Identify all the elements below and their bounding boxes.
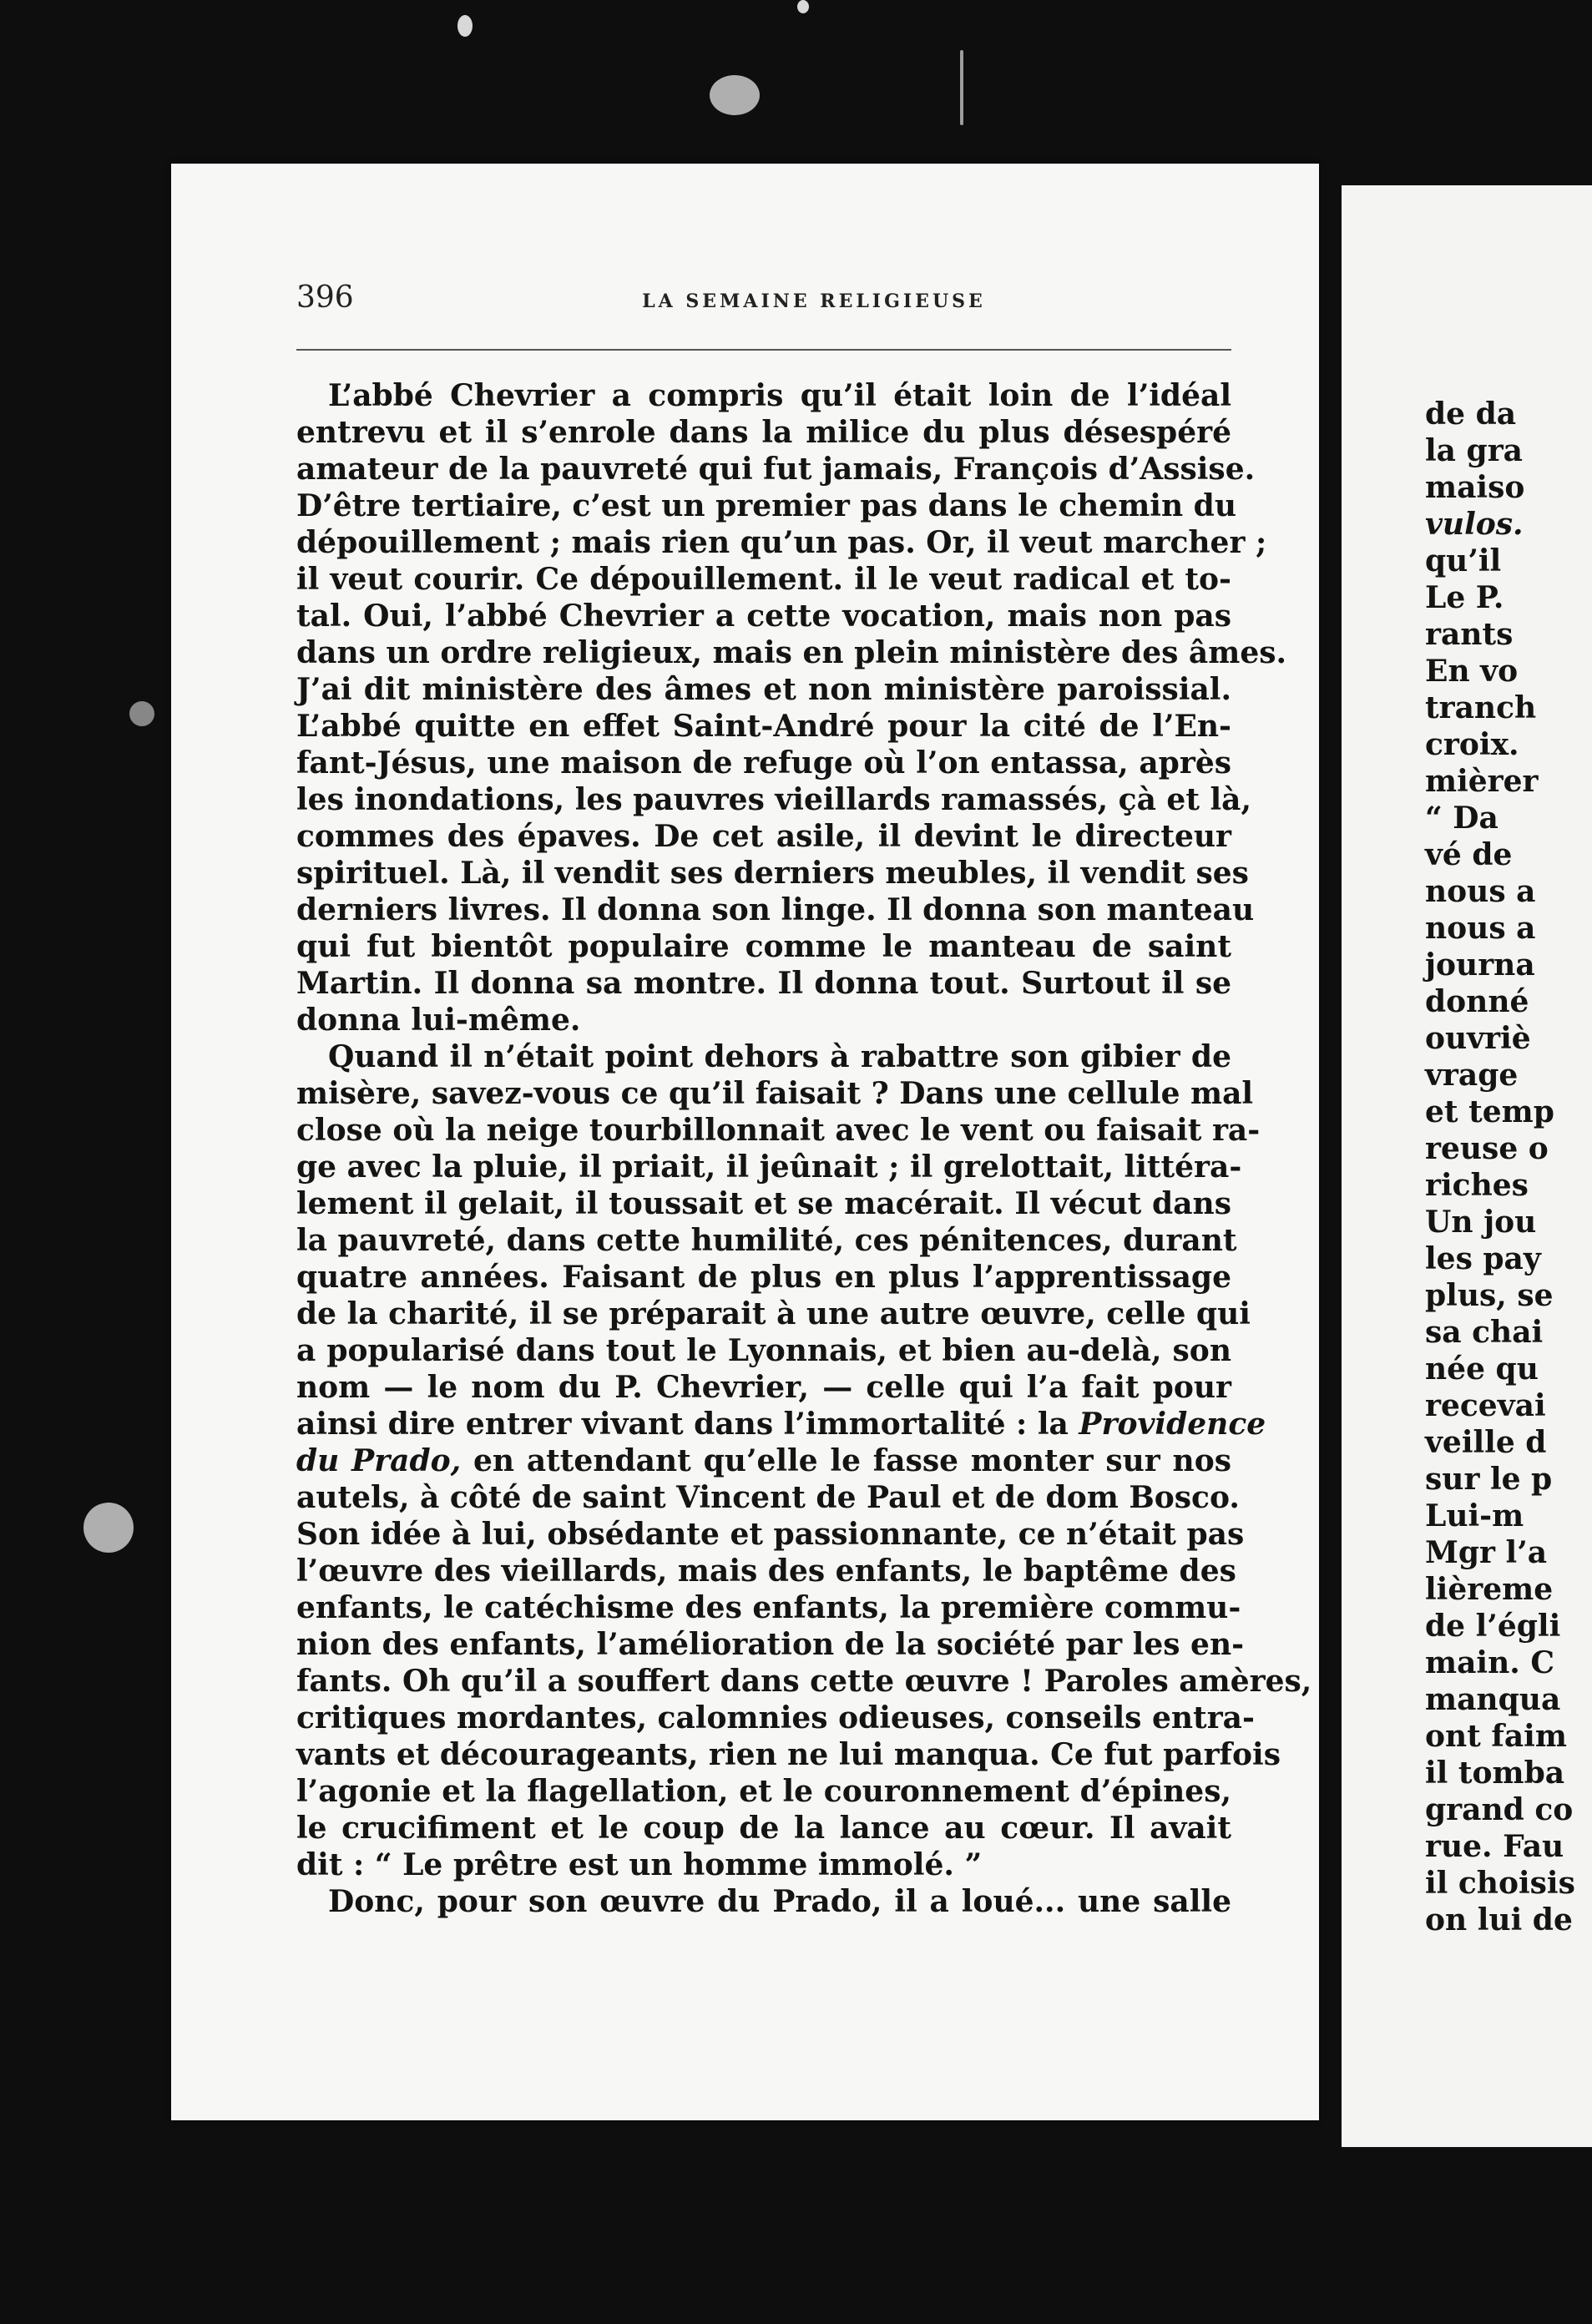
facing-text-line: riches bbox=[1425, 1168, 1529, 1203]
facing-text-line: Le P. bbox=[1425, 580, 1504, 615]
facing-text-line: vé de bbox=[1425, 837, 1513, 872]
text-line: Quand il n’était point dehors à rabattre son gibier de bbox=[328, 1039, 1231, 1074]
facing-text-line: journa bbox=[1425, 947, 1535, 983]
facing-text-line: manqua bbox=[1425, 1682, 1561, 1717]
text-line: Martin. Il donna sa montre. Il donna tout. Surtout il se bbox=[296, 966, 1231, 1001]
text-line: le crucifiment et le coup de la lance au cœur. Il avait bbox=[296, 1811, 1231, 1846]
facing-text-line: ouvriè bbox=[1425, 1021, 1531, 1056]
facing-text-line: ont faim bbox=[1425, 1719, 1567, 1754]
text-line: quatre années. Faisant de plus en plus l’apprentissage bbox=[296, 1260, 1231, 1295]
facing-text-line: de da bbox=[1425, 397, 1517, 432]
text-line: ge avec la pluie, il priait, il jeûnait ; il grelottait, littéra- bbox=[296, 1149, 1242, 1185]
scan-speck bbox=[797, 0, 809, 13]
facing-text-line: grand co bbox=[1425, 1792, 1574, 1827]
text-line: dépouillement ; mais rien qu’un pas. Or, il veut marcher ; bbox=[296, 525, 1267, 560]
facing-text-line: donné bbox=[1425, 984, 1529, 1019]
facing-text-line: vrage bbox=[1425, 1058, 1519, 1093]
facing-text-line: mièrer bbox=[1425, 764, 1539, 799]
facing-text-line: nous a bbox=[1425, 874, 1536, 909]
book-page bbox=[171, 164, 1319, 2120]
facing-text-line: sur le p bbox=[1425, 1462, 1553, 1497]
header-rule bbox=[296, 349, 1231, 351]
text-line: l’agonie et la flagellation, et le couronnement d’épines, bbox=[296, 1774, 1231, 1809]
text-line: a popularisé dans tout le Lyonnais, et bien au-delà, son bbox=[296, 1333, 1231, 1368]
facing-text-line: rants bbox=[1425, 617, 1514, 652]
text-line: critiques mordantes, calomnies odieuses, conseils entra- bbox=[296, 1700, 1255, 1735]
facing-text-line: recevai bbox=[1425, 1388, 1546, 1423]
text-line: vants et décourageants, rien ne lui manqua. Ce fut parfois bbox=[296, 1737, 1281, 1772]
text-line: les inondations, les pauvres vieillards ramassés, çà et là, bbox=[296, 782, 1252, 817]
scan-speck bbox=[710, 75, 760, 115]
text-line: du Prado, en attendant qu’elle le fasse monter sur nos bbox=[296, 1443, 1231, 1478]
facing-text-line: Un jou bbox=[1425, 1205, 1537, 1240]
text-line: l’œuvre des vieillards, mais des enfants, le baptême des bbox=[296, 1554, 1236, 1589]
scan-speck bbox=[83, 1503, 134, 1553]
text-line: misère, savez-vous ce qu’il faisait ? Dans une cellule mal bbox=[296, 1076, 1254, 1111]
facing-text-line: nous a bbox=[1425, 911, 1536, 946]
italic-text: Providence bbox=[1079, 1407, 1266, 1442]
text-line: spirituel. Là, il vendit ses derniers meubles, il vendit ses bbox=[296, 856, 1249, 891]
text-line: amateur de la pauvreté qui fut jamais, François d’Assise. bbox=[296, 452, 1256, 487]
facing-text-line: sa chai bbox=[1425, 1315, 1544, 1350]
facing-text-line: il tomba bbox=[1425, 1756, 1565, 1791]
facing-text-line: plus, se bbox=[1425, 1278, 1554, 1313]
facing-text-line: reuse o bbox=[1425, 1131, 1549, 1166]
text-line: il veut courir. Ce dépouillement. il le veut radical et to- bbox=[296, 562, 1231, 597]
facing-text-line: Lui-m bbox=[1425, 1498, 1524, 1533]
text-line: la pauvreté, dans cette humilité, ces pénitences, durant bbox=[296, 1223, 1237, 1258]
facing-text-line: on lui de bbox=[1425, 1902, 1573, 1938]
text-line: L’abbé Chevrier a compris qu’il était loin de l’idéal bbox=[328, 378, 1231, 413]
text-line: entrevu et il s’enrole dans la milice du plus désespéré bbox=[296, 415, 1231, 450]
text-line: dans un ordre religieux, mais en plein ministère des âmes. bbox=[296, 635, 1287, 670]
facing-text-line: lièreme bbox=[1425, 1572, 1554, 1607]
text-line: enfants, le catéchisme des enfants, la première commu- bbox=[296, 1590, 1241, 1625]
text-line: qui fut bientôt populaire comme le manteau de saint bbox=[296, 929, 1231, 964]
text-line: nom — le nom du P. Chevrier, — celle qui l’a fait pour bbox=[296, 1370, 1231, 1405]
facing-text-line: les pay bbox=[1425, 1241, 1541, 1276]
facing-text-line: croix. bbox=[1425, 727, 1519, 762]
facing-text-line: rue. Fau bbox=[1425, 1829, 1564, 1864]
scan-speck bbox=[457, 15, 473, 37]
text-line: autels, à côté de saint Vincent de Paul et de dom Bosco. bbox=[296, 1480, 1240, 1515]
facing-text-line: veille d bbox=[1425, 1425, 1547, 1460]
facing-text-line: née qu bbox=[1425, 1351, 1539, 1387]
body-text bbox=[296, 377, 1312, 1920]
text-line: de la charité, il se préparait à une autre œuvre, celle qui bbox=[296, 1296, 1251, 1331]
facing-text-line: tranch bbox=[1425, 690, 1537, 725]
running-head: LA SEMAINE RELIGIEUSE bbox=[642, 290, 986, 312]
facing-text-line: maiso bbox=[1425, 470, 1525, 505]
text-line: commes des épaves. De cet asile, il devint le directeur bbox=[296, 819, 1231, 854]
facing-text-line: Mgr l’a bbox=[1425, 1535, 1548, 1570]
page-number: 396 bbox=[296, 280, 354, 315]
text-line: J’ai dit ministère des âmes et non ministère paroissial. bbox=[296, 672, 1231, 707]
facing-text-line: qu’il bbox=[1425, 543, 1502, 578]
scan-speck bbox=[129, 701, 154, 726]
facing-text-line: “ Da bbox=[1425, 801, 1499, 836]
scan-speck bbox=[960, 50, 963, 125]
facing-text-line: vulos. bbox=[1425, 507, 1524, 542]
text-line: donna lui-même. bbox=[296, 1003, 581, 1038]
facing-text-line: main. C bbox=[1425, 1645, 1554, 1680]
text-line: close où la neige tourbillonnait avec le vent ou faisait ra- bbox=[296, 1113, 1261, 1148]
text-line: fant-Jésus, une maison de refuge où l’on entassa, après bbox=[296, 745, 1231, 781]
facing-text-line: la gra bbox=[1425, 433, 1523, 468]
facing-text-line: et temp bbox=[1425, 1094, 1554, 1129]
facing-text-line: En vo bbox=[1425, 654, 1519, 689]
text-line: fants. Oh qu’il a souffert dans cette œuvre ! Paroles amères, bbox=[296, 1664, 1312, 1699]
facing-page bbox=[1342, 185, 1592, 2147]
text-line: tal. Oui, l’abbé Chevrier a cette vocation, mais non pas bbox=[296, 599, 1231, 634]
italic-text: du Prado, bbox=[296, 1443, 462, 1478]
text-line: lement il gelait, il toussait et se macérait. Il vécut dans bbox=[296, 1186, 1231, 1221]
facing-page-text bbox=[1425, 396, 1575, 1938]
text-line: Donc, pour son œuvre du Prado, il a loué... une salle bbox=[328, 1884, 1231, 1919]
text-line: D’être tertiaire, c’est un premier pas dans le chemin du bbox=[296, 488, 1237, 523]
text-line: Son idée à lui, obsédante et passionnante, ce n’était pas bbox=[296, 1517, 1245, 1552]
text-line: dit : “ Le prêtre est un homme immolé. ” bbox=[296, 1847, 983, 1882]
text-line: nion des enfants, l’amélioration de la société par les en- bbox=[296, 1627, 1245, 1662]
page-header bbox=[296, 280, 1231, 331]
facing-text-line: il choisis bbox=[1425, 1866, 1575, 1901]
text-line: L’abbé quitte en effet Saint-André pour la cité de l’En- bbox=[296, 709, 1231, 744]
facing-text-line: de l’égli bbox=[1425, 1609, 1561, 1644]
text-line: ainsi dire entrer vivant dans l’immortalité : la Providence bbox=[296, 1407, 1266, 1442]
text-line: derniers livres. Il donna son linge. Il donna son manteau bbox=[296, 892, 1255, 927]
